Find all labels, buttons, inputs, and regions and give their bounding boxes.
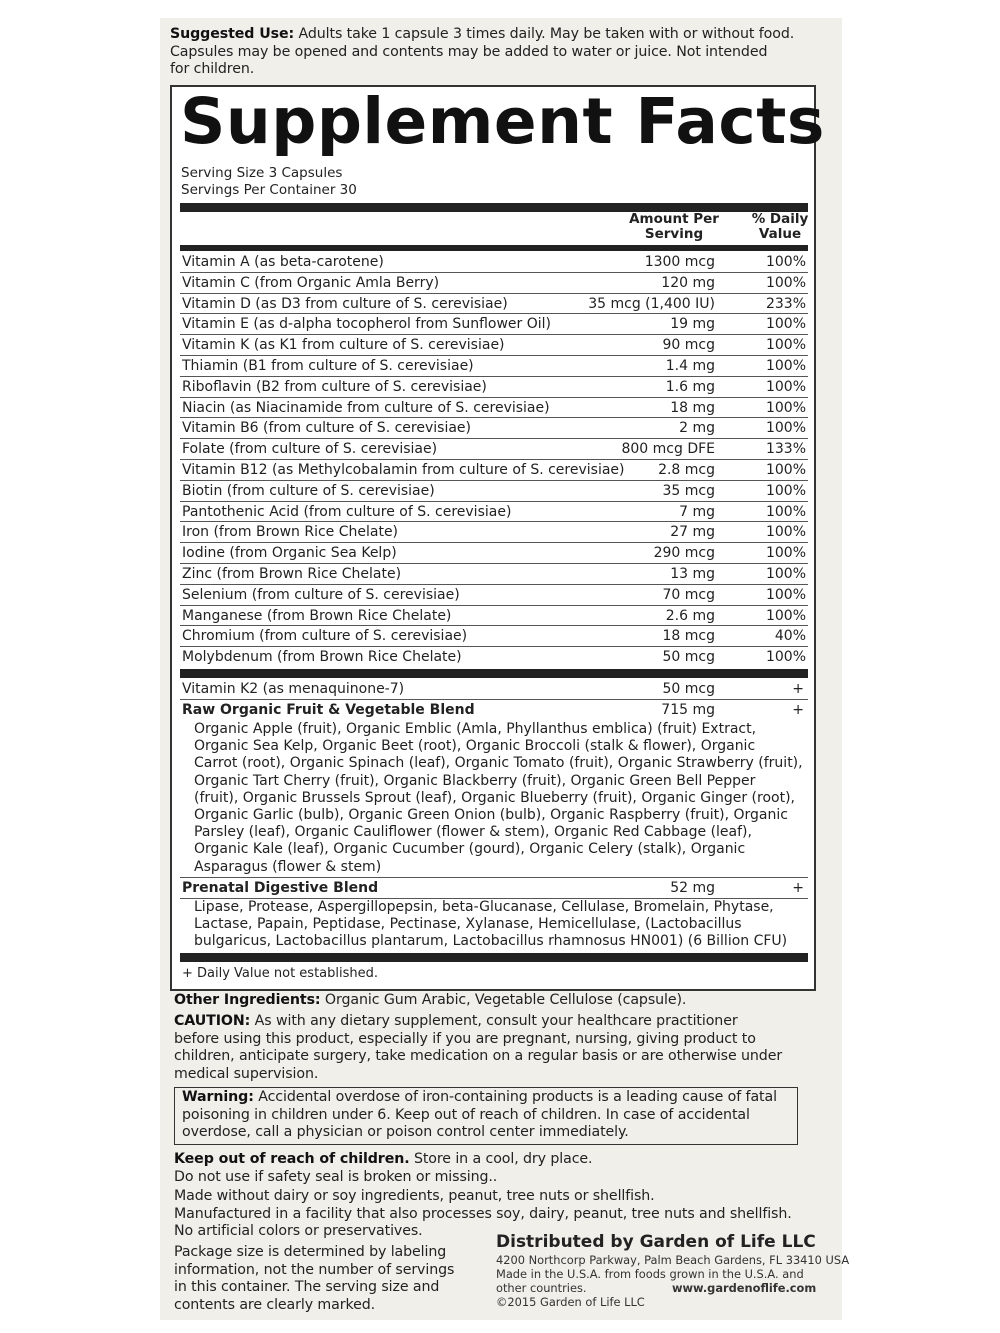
caution: CAUTION: As with any dietary supplement, consult your healthcare practitioner before using this product, especially if you are pregnant, nursing, giving product to children, anticipate surgery, take medication on a regular basis or are otherwise under medical supervision. <box>174 1013 783 1082</box>
storage-notes: Keep out of reach of children. Store in a cool, dry place. Do not use if safety seal is broken or missing.. Made without dairy or soy ingredients, peanut, tree nuts or shellfish. Manufactured in a facility that also processes soy, dairy, peanut, tree nuts and shellfish. No artificial colors or preservatives. <box>174 1151 792 1240</box>
digestive-blend-ingredients: Lipase, Protease, Aspergillopepsin, beta-Glucanase, Cellulase, Bromelain, Phytase, Lactase, Papain, Peptidase, Pectinase, Xylanase, Hemicellulase, (Lactobacillus bulgaricus, Lactobacillus plantarum, Lactobacillus rhamnosus HN001) (6 Billion CFU) <box>194 899 788 950</box>
nutrient-name: Selenium (from culture of S. cerevisiae) <box>182 586 460 603</box>
nutrient-name: Vitamin D (as D3 from culture of S. cerevisiae) <box>182 295 508 312</box>
nutrient-row <box>180 481 808 502</box>
distributor-address: 4200 Northcorp Parkway, Palm Beach Gardens, FL 33410 USA <box>496 1253 850 1267</box>
nutrient-row <box>180 564 808 585</box>
thick-rule-header <box>180 245 808 251</box>
nutrient-amount: 1300 mcg <box>644 254 715 270</box>
nutrient-dv: 100% <box>765 254 806 270</box>
nutrient-amount: 18 mcg <box>662 628 715 645</box>
made-in-line-2: other countries. <box>496 1281 587 1295</box>
nutrient-row <box>180 314 808 335</box>
nutrient-amount: 70 mcg <box>662 586 715 603</box>
nutrient-row <box>180 252 808 273</box>
nutrient-name: Molybdenum (from Brown Rice Chelate) <box>182 649 462 666</box>
nutrient-dv: 100% <box>765 316 806 333</box>
nutrient-amount: 2 mg <box>679 420 715 437</box>
servings-per-container: Servings Per Container 30 <box>181 182 357 198</box>
nutrient-row <box>180 273 808 294</box>
nutrient-amount: 19 mg <box>670 316 715 333</box>
nutrient-dv: 100% <box>765 586 806 603</box>
nutrient-name: Thiamin (B1 from culture of S. cerevisiae) <box>182 358 474 374</box>
nutrient-amount: 50 mcg <box>662 649 715 666</box>
nutrient-amount: 7 mg <box>679 503 715 520</box>
package-note: Package size is determined by labeling information, not the number of servings in this container. The serving size and contents are clearly marked. <box>174 1244 455 1313</box>
nutrient-row <box>180 439 808 460</box>
nutrient-dv: 100% <box>765 545 806 562</box>
nutrient-name: Iodine (from Organic Sea Kelp) <box>182 545 397 562</box>
nutrient-amount: 90 mcg <box>662 337 715 354</box>
nutrient-amount: 18 mg <box>670 399 715 416</box>
nutrient-dv: 100% <box>765 337 806 354</box>
raw-blend-ingredients: Organic Apple (fruit), Organic Emblic (Amla, Phyllanthus emblica) (fruit) Extract, Organic Sea Kelp, Organic Beet (root), Organic Broccoli (stalk & flower), Organic Carrot (root), Organic Spinach (leaf), Organic Tomato (fruit), Organic Strawberry (fruit), Organic Tart Cherry (fruit), Organic Blackberry (fruit), Organic Green Bell Pepper (fruit), Organic Brussels Sprout (leaf), Organic Blueberry (fruit), Organic Ginger (root), Organic Garlic (bulb), Organic Green Onion (bulb), Organic Raspberry (fruit), Organic Parsley (leaf), Organic Cauliflower (flower & stem), Organic Red Cabbage (leaf), Organic Kale (leaf), Organic Cucumber (gourd), Organic Celery (stalk), Organic Asparagus (flower & stem) <box>194 721 803 875</box>
nutrient-amount: 13 mg <box>670 566 715 582</box>
serving-size: Serving Size 3 Capsules <box>181 165 343 181</box>
nutrient-dv: 133% <box>765 441 806 458</box>
nutrient-dv: 100% <box>765 524 806 541</box>
nutrient-dv: 100% <box>765 482 806 499</box>
nutrient-amount: 27 mg <box>670 524 715 541</box>
nutrient-name: Vitamin B6 (from culture of S. cerevisiae) <box>182 420 471 437</box>
nutrient-name: Iron (from Brown Rice Chelate) <box>182 524 399 541</box>
nutrient-dv: 100% <box>765 566 806 582</box>
nutrient-row <box>180 335 808 356</box>
nutrient-row <box>180 418 808 439</box>
nutrient-dv: 100% <box>765 420 806 437</box>
nutrient-amount: 1.6 mg <box>665 378 715 395</box>
nutrient-name: Zinc (from Brown Rice Chelate) <box>182 566 402 582</box>
header-daily-value: % Daily Value <box>751 211 809 242</box>
nutrient-dv: 100% <box>765 607 806 624</box>
nutrient-name: Vitamin A (as beta-carotene) <box>182 254 384 270</box>
nutrient-dv: 100% <box>765 462 806 478</box>
row-digestive-blend: Prenatal Digestive Blend 52 mg + <box>182 880 804 896</box>
nutrient-dv: 40% <box>774 628 806 645</box>
nutrient-row <box>180 543 808 564</box>
nutrient-dv: 100% <box>765 358 806 374</box>
nutrient-name: Niacin (as Niacinamide from culture of S. cerevisiae) <box>182 399 550 416</box>
website-link[interactable]: www.gardenoflife.com <box>672 1281 817 1295</box>
facts-title: Supplement Facts <box>180 85 825 158</box>
nutrient-name: Vitamin C (from Organic Amla Berry) <box>182 274 440 291</box>
nutrient-name: Riboflavin (B2 from culture of S. cerevisiae) <box>182 378 487 395</box>
nutrient-name: Folate (from culture of S. cerevisiae) <box>182 441 438 458</box>
nutrient-amount: 800 mcg DFE <box>621 441 715 458</box>
nutrient-name: Vitamin B12 (as Methylcobalamin from culture of S. cerevisiae) <box>182 462 625 478</box>
nutrient-row <box>180 460 808 481</box>
nutrient-row <box>180 647 808 668</box>
suggested-use: Suggested Use: Adults take 1 capsule 3 times daily. May be taken with or without food. Capsules may be opened and contents may be added to water or juice. Not intended for children. <box>170 26 795 78</box>
header-amount-per-serving: Amount Per Serving <box>629 211 719 242</box>
warning-text: Warning: Accidental overdose of iron-containing products is a leading cause of fatal poisoning in children under 6. Keep out of reach of children. In case of accidental overdose, call a physician or poison control center immediately. <box>182 1089 777 1141</box>
nutrient-amount: 35 mcg <box>662 482 715 499</box>
thick-rule-bottom <box>180 953 808 962</box>
nutrient-row <box>180 356 808 377</box>
distributor-title: Distributed by Garden of Life LLC <box>496 1232 816 1252</box>
nutrient-amount: 1.4 mg <box>665 358 715 374</box>
nutrient-dv: 233% <box>765 295 806 312</box>
nutrient-amount: 35 mcg (1,400 IU) <box>588 295 715 312</box>
thick-rule-middle <box>180 669 808 678</box>
nutrient-row <box>180 626 808 647</box>
nutrient-dv: 100% <box>765 274 806 291</box>
nutrient-dv: 100% <box>765 378 806 395</box>
nutrient-name: Vitamin K (as K1 from culture of S. cerevisiae) <box>182 337 505 354</box>
nutrient-amount: 120 mg <box>661 274 715 291</box>
nutrient-amount: 2.8 mcg <box>658 462 715 478</box>
copyright: ©2015 Garden of Life LLC <box>496 1295 645 1309</box>
nutrient-row <box>180 294 808 315</box>
nutrient-amount: 2.6 mg <box>665 607 715 624</box>
nutrient-row <box>180 377 808 398</box>
nutrient-dv: 100% <box>765 503 806 520</box>
nutrient-row <box>180 585 808 606</box>
nutrient-row <box>180 398 808 419</box>
nutrient-name: Vitamin E (as d-alpha tocopherol from Sunflower Oil) <box>182 316 551 333</box>
nutrient-amount: 290 mcg <box>653 545 715 562</box>
nutrient-row <box>180 606 808 627</box>
other-ingredients: Other Ingredients: Organic Gum Arabic, Vegetable Cellulose (capsule). <box>174 992 687 1008</box>
nutrient-name: Pantothenic Acid (from culture of S. cerevisiae) <box>182 503 512 520</box>
made-in-line-1: Made in the U.S.A. from foods grown in the U.S.A. and <box>496 1267 804 1281</box>
row-raw-blend: Raw Organic Fruit & Vegetable Blend 715 mg + <box>182 702 804 718</box>
nutrient-dv: 100% <box>765 399 806 416</box>
nutrient-name: Biotin (from culture of S. cerevisiae) <box>182 482 435 499</box>
footnote: + Daily Value not established. <box>182 966 379 981</box>
nutrient-name: Chromium (from culture of S. cerevisiae) <box>182 628 468 645</box>
row-vitamin-k2: Vitamin K2 (as menaquinone-7) 50 mcg + <box>180 679 808 700</box>
suggested-use-label: Suggested Use: <box>170 26 295 42</box>
nutrient-name: Manganese (from Brown Rice Chelate) <box>182 607 452 624</box>
nutrient-row <box>180 502 808 523</box>
nutrient-row <box>180 522 808 543</box>
nutrient-dv: 100% <box>765 649 806 666</box>
